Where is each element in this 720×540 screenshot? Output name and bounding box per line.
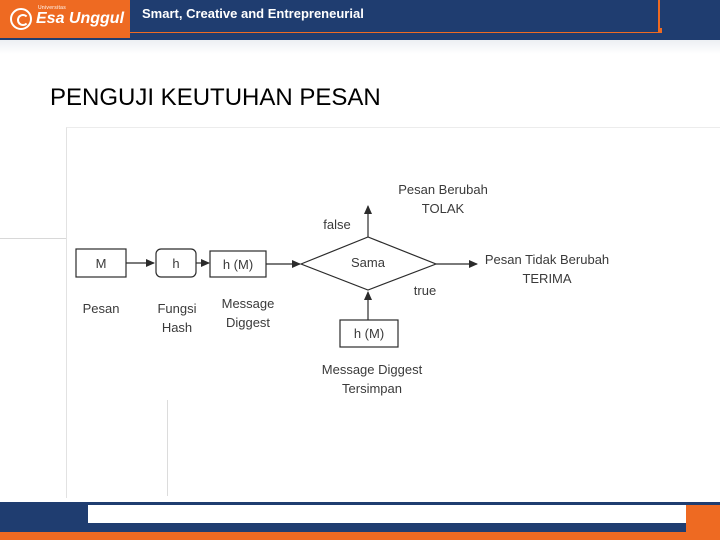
caption-stored-line2: Tersimpan bbox=[342, 381, 402, 396]
accept-label-line2: TERIMA bbox=[522, 271, 572, 286]
caption-digest-line1: Message bbox=[221, 296, 275, 311]
stored-digest-box-label: h (M) bbox=[353, 326, 385, 341]
caption-stored-line1: Message Diggest bbox=[321, 362, 423, 377]
footer-accent bbox=[686, 505, 720, 532]
true-label: true bbox=[413, 283, 437, 298]
digest-box-label: h (M) bbox=[222, 257, 254, 272]
hash-box-label: h bbox=[172, 256, 180, 271]
slide-title: PENGUJI KEUTUHAN PESAN bbox=[50, 84, 381, 111]
compare-label: Sama bbox=[351, 255, 385, 270]
accept-label-line1: Pesan Tidak Berubah bbox=[484, 252, 610, 267]
reject-label-line2: TOLAK bbox=[421, 201, 465, 216]
logo-text: Esa Unggul bbox=[36, 10, 125, 27]
caption-pesan: Pesan bbox=[82, 301, 120, 316]
footer-inset bbox=[88, 505, 686, 523]
logo-small-text: Universitas bbox=[38, 5, 67, 11]
footer-stripe bbox=[0, 532, 720, 540]
caption-fungsi-line1: Fungsi bbox=[157, 301, 197, 316]
false-label: false bbox=[323, 217, 351, 232]
caption-digest-line2: Diggest bbox=[225, 315, 271, 330]
reject-label-line1: Pesan Berubah bbox=[398, 182, 488, 197]
tagline: Smart, Creative and Entrepreneurial bbox=[142, 6, 364, 21]
caption-fungsi-line2: Hash bbox=[161, 320, 193, 335]
message-box-label: M bbox=[95, 256, 107, 271]
